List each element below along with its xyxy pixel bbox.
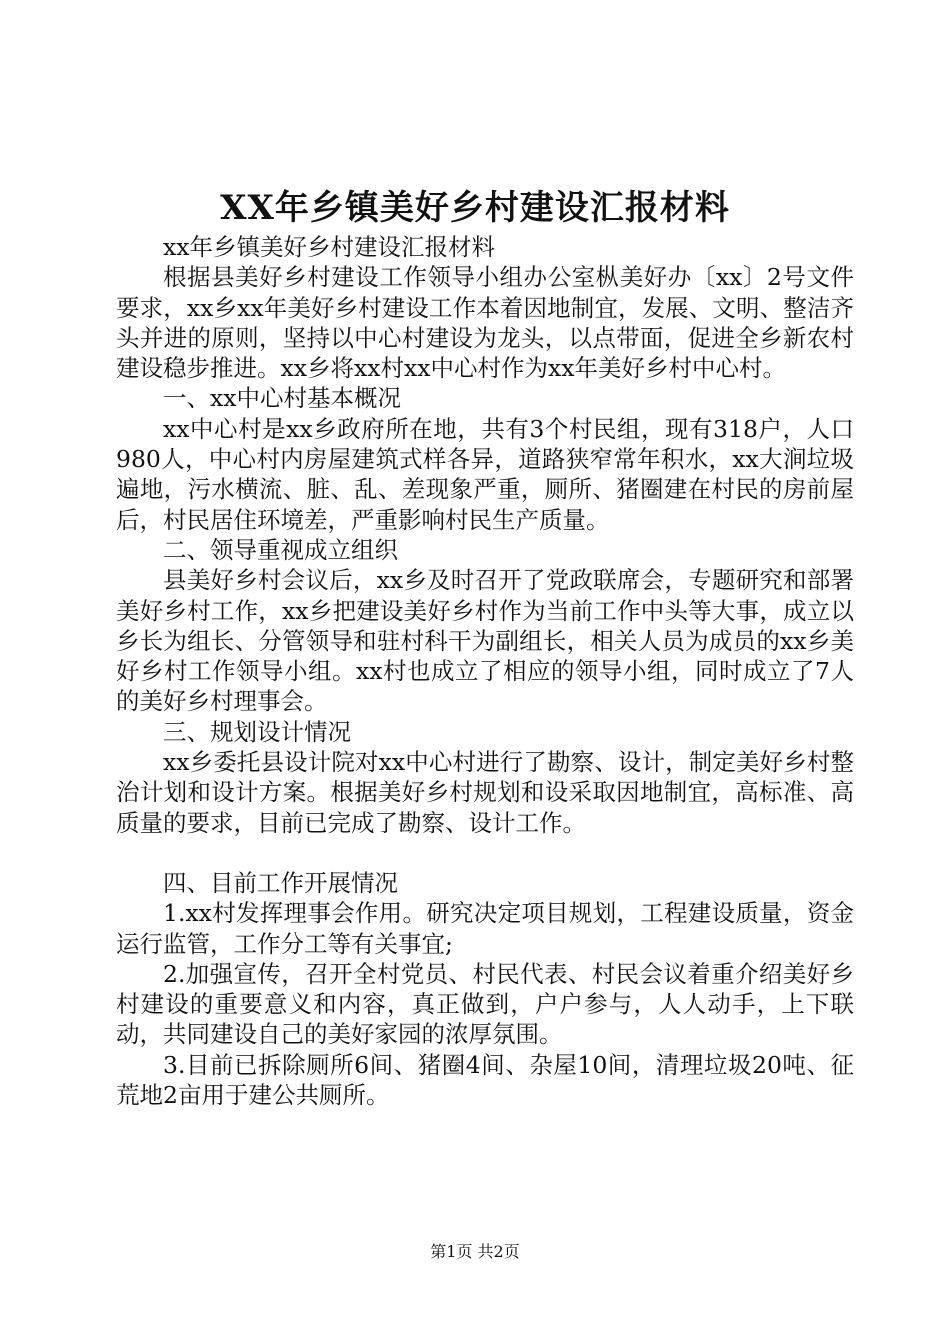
intro-paragraph: 根据县美好乡村建设工作领导小组办公室枞美好办〔xx〕2号文件要求，xx乡xx年美好乡村建设工作本着因地制宜，发展、文明、整洁齐头并进的原则，坚持以中心村建设为龙头，以点带面，促进全乡新农村建设稳步推进。xx乡将xx村xx中心村作为xx年美好乡村中心村。 — [116, 263, 854, 383]
section-3-paragraph: xx乡委托县设计院对xx中心村进行了勘察、设计，制定美好乡村整治计划和设计方案。根据美好乡村规划和设采取因地制宜，高标准、高质量的要求，目前已完成了勘察、设计工作。 — [116, 748, 854, 837]
page-footer: 第1页 共2页 — [430, 1242, 520, 1261]
section-heading-2: 二、领导重视成立组织 — [163, 535, 398, 564]
list-item: 1.xx村发挥理事会作用。研究决定项目规划，工程建设质量，资金运行监管，工作分工等有关事宜; — [116, 899, 854, 958]
section-heading-3: 三、规划设计情况 — [163, 717, 351, 746]
document-title: XX年乡镇美好乡村建设汇报材料 — [220, 188, 730, 228]
document-body — [116, 232, 854, 1110]
section-2-paragraph: 县美好乡村会议后，xx乡及时召开了党政联席会，专题研究和部署美好乡村工作，xx乡把建设美好乡村作为当前工作中头等大事，成立以乡长为组长、分管领导和驻村科干为副组长，相关人员为成员的xx乡美好乡村工作领导小组。xx村也成立了相应的领导小组，同时成立了7人的美好乡村理事会。 — [116, 566, 854, 716]
section-heading-4: 四、目前工作开展情况 — [163, 868, 398, 897]
section-heading-1: 一、xx中心村基本概况 — [163, 384, 402, 413]
list-item: 3.目前已拆除厕所6间、猪圈4间、杂屋10间，清理垃圾20吨、征荒地2亩用于建公共厕所。 — [116, 1050, 854, 1110]
section-1-paragraph: xx中心村是xx乡政府所在地，共有3个村民组，现有318户，人口980人，中心村内房屋建筑式样各异，道路狭窄常年积水，xx大涧垃圾遍地，污水横流、脏、乱、差现象严重，厕所、猪圈建在村民的房前屋后，村民居住环境差，严重影响村民生产质量。 — [116, 414, 854, 534]
list-item: 2.加强宣传，召开全村党员、村民代表、村民会议着重介绍美好乡村建设的重要意义和内容，真正做到，户户参与，人人动手，上下联动，共同建设自己的美好家园的浓厚氛围。 — [116, 959, 854, 1049]
subtitle-paragraph: xx年乡镇美好乡村建设汇报材料 — [163, 233, 496, 261]
